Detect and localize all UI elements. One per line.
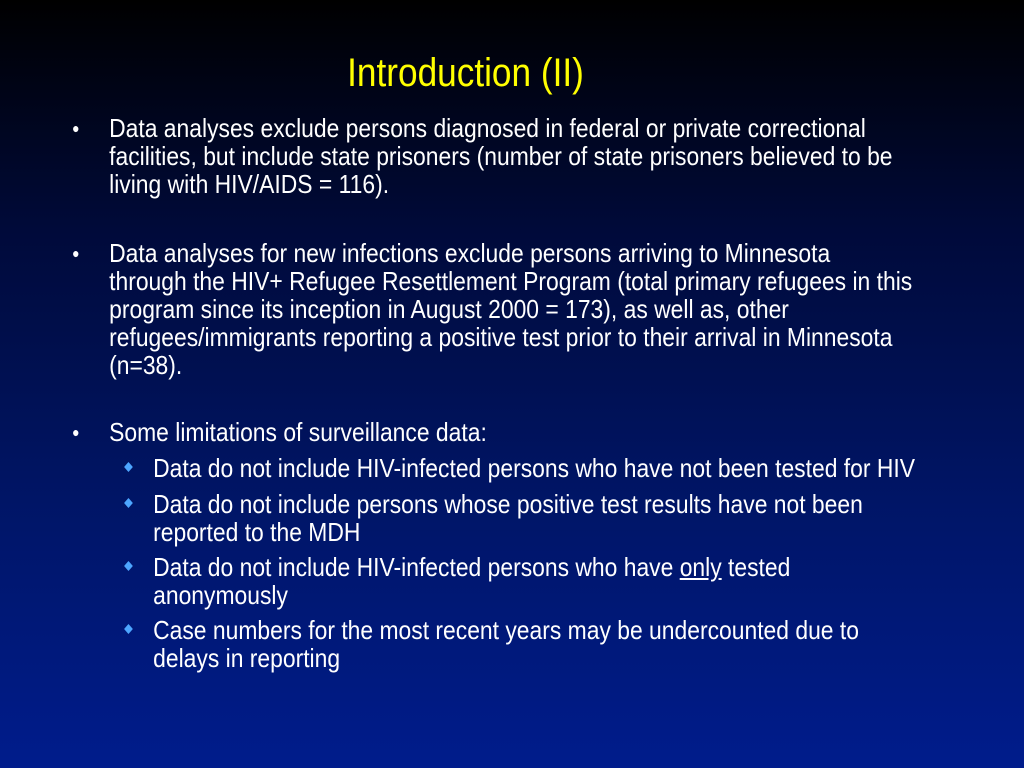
sub-bullet-text bbox=[153, 553, 968, 609]
bullet-line: Data analyses exclude persons diagnosed in federal or private correctional bbox=[109, 113, 866, 143]
text-segment: Data do not include HIV-infected persons who have bbox=[153, 552, 680, 582]
sub-bullet-line: Case numbers for the most recent years may be undercounted due to bbox=[153, 615, 859, 645]
sub-bullet-text bbox=[153, 454, 968, 482]
bullet-line: (n=38). bbox=[109, 350, 183, 380]
bullet-line: Data analyses for new infections exclude persons arriving to Minnesota bbox=[109, 238, 831, 268]
bullet-text bbox=[109, 418, 968, 446]
bullet-line: through the HIV+ Refugee Resettlement Program (total primary refugees in this bbox=[109, 266, 913, 296]
slide-title: Introduction (II) bbox=[347, 51, 584, 95]
diamond-icon bbox=[124, 624, 133, 634]
sub-bullet-line: delays in reporting bbox=[153, 643, 341, 673]
sub-bullet-line: Data do not include HIV-infected persons who have not been tested for HIV bbox=[153, 453, 915, 483]
diamond-icon bbox=[124, 498, 133, 508]
bullet-line: program since its inception in August 2000 = 173), as well as, other bbox=[109, 294, 789, 324]
diamond-icon bbox=[124, 561, 133, 571]
bullet-dot-icon: ● bbox=[72, 245, 80, 261]
text-segment: tested bbox=[721, 552, 791, 582]
sub-bullet-line bbox=[153, 553, 968, 581]
bullet-line: facilities, but include state prisoners (number of state prisoners believed to be bbox=[109, 141, 893, 171]
bullet-line: living with HIV/AIDS = 116). bbox=[109, 169, 390, 199]
bullet-line: refugees/immigrants reporting a positive test prior to their arrival in Minnesota bbox=[109, 322, 893, 352]
bullet-text bbox=[109, 239, 968, 379]
sub-bullet-text bbox=[153, 616, 968, 672]
sub-bullet-line: anonymously bbox=[153, 580, 288, 610]
sub-bullet-line: reported to the MDH bbox=[153, 517, 361, 547]
sub-bullet-text bbox=[153, 490, 968, 546]
bullet-text bbox=[109, 114, 968, 198]
bullet-dot-icon: ● bbox=[72, 424, 80, 440]
bullet-dot-icon: ● bbox=[72, 120, 80, 136]
underlined-word: only bbox=[679, 552, 722, 582]
bullet-line: Some limitations of surveillance data: bbox=[109, 417, 487, 447]
sub-bullet-line: Data do not include persons whose positive test results have not been bbox=[153, 489, 863, 519]
diamond-icon bbox=[124, 462, 133, 472]
